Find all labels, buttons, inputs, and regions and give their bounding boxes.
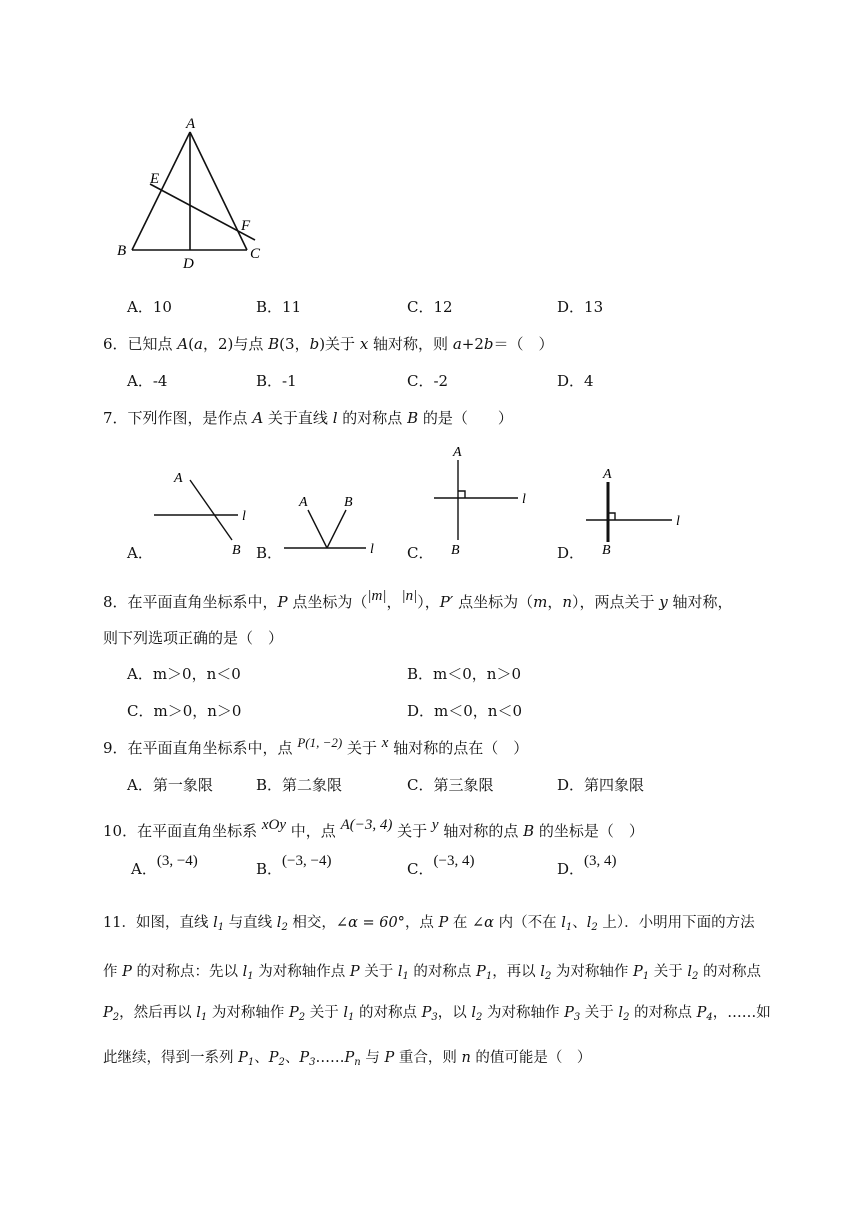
q11-a18: 上）．小明用下面的方法 (597, 915, 755, 931)
q6-t13: b (483, 335, 494, 353)
q11-a16: l (586, 915, 592, 931)
q11-a5: 2 (281, 922, 288, 933)
q10-t2: 中，点 (286, 822, 341, 840)
q11-d13: P (384, 1050, 395, 1066)
q6-t10: 轴对称，则 (368, 335, 453, 353)
q6-t5: B (268, 335, 280, 353)
q11-b5: 为对称轴作点 (253, 964, 350, 980)
q11-line1 (103, 911, 755, 933)
q8-option-a[interactable]: A．m＞0，n＜0 (127, 665, 241, 683)
q10-option-a[interactable] (131, 853, 198, 879)
q11-line4 (103, 1046, 591, 1068)
triangle-figure (110, 110, 280, 270)
q6-t8: )关于 (319, 335, 360, 353)
q7-figure-d (580, 462, 690, 562)
q11-b22: 的对称点 (698, 964, 762, 980)
q11-d2: 1 (247, 1057, 255, 1068)
q11-a4: l (276, 915, 282, 931)
q6-t7: b (309, 335, 320, 353)
q7c-label-B: B (451, 543, 460, 558)
q8-option-d[interactable]: D．m＜0，n＜0 (407, 702, 522, 720)
q9-point: P(1, −2) (297, 735, 343, 750)
q7-option-a[interactable]: A． (127, 544, 153, 562)
q11-d14: 重合，则 (394, 1050, 462, 1066)
q11-c12: P (421, 1005, 432, 1021)
q8-option-c[interactable]: C．m＞0，n＞0 (127, 702, 242, 720)
q7d-label-B: B (602, 543, 611, 558)
q10-t8: 的坐标是（ ） (534, 822, 644, 840)
q5-option-a[interactable]: A．10 (127, 298, 172, 316)
q11-b20: l (687, 964, 693, 980)
q7-stem (103, 407, 513, 428)
q11-a2: 1 (217, 922, 225, 933)
q6-option-d[interactable]: D．4 (557, 372, 594, 390)
q11-b6: P (349, 964, 360, 980)
q11-b10: 的对称点 (408, 964, 477, 980)
q7-figure-a (150, 460, 260, 560)
q10-axis: y (431, 817, 439, 833)
q7a-label-l: l (242, 509, 246, 524)
q11-d3: 、 (254, 1050, 269, 1066)
q11-b14: l (540, 964, 545, 980)
q11-c17: 为对称轴作 (482, 1005, 565, 1021)
q11-a10: 在 (448, 915, 473, 931)
q10-a-value: (3, −4) (156, 853, 198, 869)
q11-c11: 的对称点 (354, 1005, 422, 1021)
q10-option-c[interactable] (407, 853, 475, 879)
q8-t6: ）， (417, 593, 440, 611)
q11-d6: 、 (284, 1050, 300, 1066)
q11-c3: l (196, 1005, 201, 1021)
q10-c-value: (−3, 4) (433, 853, 475, 869)
q7-option-b[interactable]: B． (256, 544, 283, 562)
q7-t1: A (252, 409, 264, 427)
q11-c2: ，然后再以 (119, 1005, 197, 1021)
q11-c6: P (288, 1005, 299, 1021)
q10-option-b[interactable] (256, 853, 332, 879)
q11-b13: ，再以 (492, 964, 541, 980)
q11-b11: P (476, 964, 486, 980)
q6-t4: ，2)与点 (202, 335, 269, 353)
q11-a7: ∠α = 60° (335, 915, 405, 931)
q11-c8: 关于 (305, 1005, 344, 1021)
q7-t5: B (407, 409, 419, 427)
q9-t0: 9．在平面直角坐标系中，点 (103, 739, 298, 757)
q11-a14: 1 (565, 922, 573, 933)
q8-t2: 点坐标为（ (287, 593, 368, 611)
q11-d5: 2 (278, 1057, 285, 1068)
q8-option-b[interactable]: B．m＜0，n＞0 (407, 665, 521, 683)
label-B: B (117, 243, 127, 259)
q9-option-a[interactable]: A．第一象限 (127, 776, 213, 794)
q11-d8: 3 (309, 1057, 316, 1068)
q8-t1: P (277, 593, 288, 611)
q8-abs-m: |m| (367, 588, 387, 604)
q11-a8: ，点 (404, 915, 439, 931)
q11-c22: 2 (623, 1012, 630, 1023)
q11-c18: P (564, 1005, 574, 1021)
q11-d16: 的值可能是（ ） (470, 1050, 592, 1066)
q11-c0: P (103, 1005, 113, 1021)
q6-t9: x (359, 335, 369, 353)
q11-c20: 关于 (580, 1005, 619, 1021)
q11-b17: P (633, 964, 643, 980)
q8-t13: y (659, 593, 668, 611)
q10-b-value: (−3, −4) (282, 853, 332, 869)
q11-b0: 作 (103, 964, 123, 980)
q11-b15: 2 (544, 971, 552, 982)
q8-abs-n: |n| (401, 588, 418, 604)
q8-t14: 轴对称， (667, 593, 733, 611)
q7c-label-l: l (522, 492, 526, 507)
q11-a15: 、 (572, 915, 587, 931)
label-A: A (186, 116, 196, 132)
q10-a-label: A． (131, 860, 157, 878)
q11-b21: 2 (692, 971, 699, 982)
label-C: C (250, 246, 261, 262)
q6-t14: ＝（ ） (493, 335, 554, 353)
q11-c4: 1 (200, 1012, 208, 1023)
q11-line3 (103, 1001, 771, 1023)
q11-c13: 3 (431, 1012, 438, 1023)
q9-axis: x (381, 735, 389, 751)
q11-c14: ，以 (437, 1005, 472, 1021)
q11-c7: 2 (298, 1012, 306, 1023)
label-F: F (241, 218, 251, 234)
q6-t1: A (177, 335, 189, 353)
q6-t3: a (194, 335, 203, 353)
q10-xoy: xOy (261, 817, 287, 833)
q11-d4: P (268, 1050, 279, 1066)
q10-t0: 10．在平面直角坐标系 (103, 822, 262, 840)
q11-c21: l (618, 1005, 624, 1021)
q6-option-b[interactable]: B．-1 (256, 372, 297, 390)
q7c-label-A: A (453, 445, 462, 460)
q11-b19: 关于 (649, 964, 688, 980)
q5-option-c[interactable]: C．12 (407, 298, 453, 316)
q7-t3: l (332, 409, 338, 427)
q7a-label-A: A (174, 471, 183, 486)
q11-a0: 11．如图，直线 (103, 915, 214, 931)
q7a-label-B: B (232, 543, 241, 558)
q8-t11: n (562, 593, 572, 611)
q7-figure-b (280, 490, 390, 560)
q11-c25: 4 (706, 1012, 713, 1023)
q11-a11: ∠α (472, 915, 494, 931)
q7-t4: 的对称点 (337, 409, 408, 427)
q10-d-label: D． (557, 860, 585, 878)
q8-t7: P′ (439, 593, 454, 611)
q7d-label-l: l (676, 514, 680, 529)
q10-c-label: C． (407, 860, 434, 878)
q11-d0: 此继续，得到一系列 (103, 1050, 239, 1066)
q11-b18: 1 (642, 971, 650, 982)
q11-b4: 1 (247, 971, 254, 982)
q7-figure-c (430, 440, 540, 560)
q6-t11: a (452, 335, 462, 353)
q11-d7: P (299, 1050, 310, 1066)
q10-d-value: (3, 4) (584, 853, 617, 869)
q11-c19: 3 (573, 1012, 581, 1023)
q11-a3: 与直线 (224, 915, 277, 931)
q11-d10: P (344, 1050, 355, 1066)
q7-option-c[interactable]: C． (407, 544, 434, 562)
q11-d11: n (354, 1057, 361, 1068)
q11-b1: P (122, 964, 132, 980)
q11-c23: 的对称点 (629, 1005, 697, 1021)
q7-option-d[interactable]: D． (557, 544, 585, 562)
q10-option-d[interactable] (557, 853, 617, 879)
q10-stem (103, 817, 644, 841)
q11-c15: l (471, 1005, 476, 1021)
q6-option-c[interactable]: C．-2 (407, 372, 449, 390)
q7b-label-A: A (299, 495, 308, 510)
q11-c9: l (343, 1005, 348, 1021)
q8-stem-line2: 则下列选项正确的是（ ） (103, 629, 284, 647)
q11-c10: 1 (347, 1012, 355, 1023)
q6-t12: +2 (461, 335, 484, 353)
q9-option-d[interactable]: D．第四象限 (557, 776, 645, 794)
q11-a9: P (438, 915, 449, 931)
q5-option-d[interactable]: D．13 (557, 298, 604, 316)
q6-option-a[interactable]: A．-4 (127, 372, 168, 390)
q11-d12: 与 (360, 1050, 385, 1066)
q10-t4: 关于 (392, 822, 432, 840)
q10-t6: 轴对称的点 (438, 822, 524, 840)
q11-c5: 为对称轴作 (207, 1005, 289, 1021)
q11-a6: 相交， (287, 915, 336, 931)
q11-b7: 关于 (359, 964, 398, 980)
q10-b-label: B． (256, 860, 283, 878)
q11-b2: 的对称点：先以 (131, 964, 243, 980)
q7b-label-l: l (370, 542, 374, 557)
q6-stem (103, 333, 554, 354)
q6-t6: (3， (279, 335, 310, 353)
q11-c24: P (696, 1005, 707, 1021)
q7-t6: 的是（ ） (418, 409, 513, 427)
q11-d1: P (238, 1050, 248, 1066)
q11-d15: n (461, 1050, 471, 1066)
q9-option-c[interactable]: C．第三象限 (407, 776, 494, 794)
q11-a17: 2 (591, 922, 598, 933)
q9-stem (103, 737, 528, 758)
q6-t2: ( (188, 335, 195, 353)
q5-option-b[interactable]: B．11 (256, 298, 302, 316)
q11-b8: l (397, 964, 403, 980)
q8-t12: ），两点关于 (572, 593, 660, 611)
q8-t9: m (533, 593, 548, 611)
q11-a1: l (213, 915, 218, 931)
q11-b3: l (242, 964, 248, 980)
q10-point: A(−3, 4) (340, 817, 393, 833)
q11-d9: …… (315, 1050, 345, 1066)
q7-t2: 关于直线 (263, 409, 333, 427)
q8-stem-line1 (103, 588, 733, 612)
q7d-label-A: A (603, 467, 612, 482)
q11-line2 (103, 960, 761, 982)
q9-t2: 关于 (342, 739, 382, 757)
label-D: D (183, 256, 194, 270)
q11-c1: 2 (112, 1012, 120, 1023)
q11-c16: 2 (475, 1012, 483, 1023)
q11-b16: 为对称轴作 (551, 964, 634, 980)
q11-b9: 1 (402, 971, 409, 982)
q8-t8: 点坐标为（ (453, 593, 534, 611)
q8-t10: ， (547, 593, 563, 611)
q8-t4: ， (386, 593, 402, 611)
q10-t7: B (523, 822, 535, 840)
q9-t4: 轴对称的点在（ ） (388, 739, 529, 757)
q6-t0: 6．已知点 (103, 335, 178, 353)
q11-a12: 内（不在 (493, 915, 562, 931)
q7-t0: 7．下列作图，是作点 (103, 409, 253, 427)
q11-a13: l (561, 915, 566, 931)
q8-t0: 8．在平面直角坐标系中， (103, 593, 278, 611)
q7b-label-B: B (344, 495, 353, 510)
label-E: E (150, 171, 160, 187)
q11-c26: ，……如 (712, 1005, 771, 1021)
q9-option-b[interactable]: B．第二象限 (256, 776, 343, 794)
q11-b12: 1 (485, 971, 493, 982)
